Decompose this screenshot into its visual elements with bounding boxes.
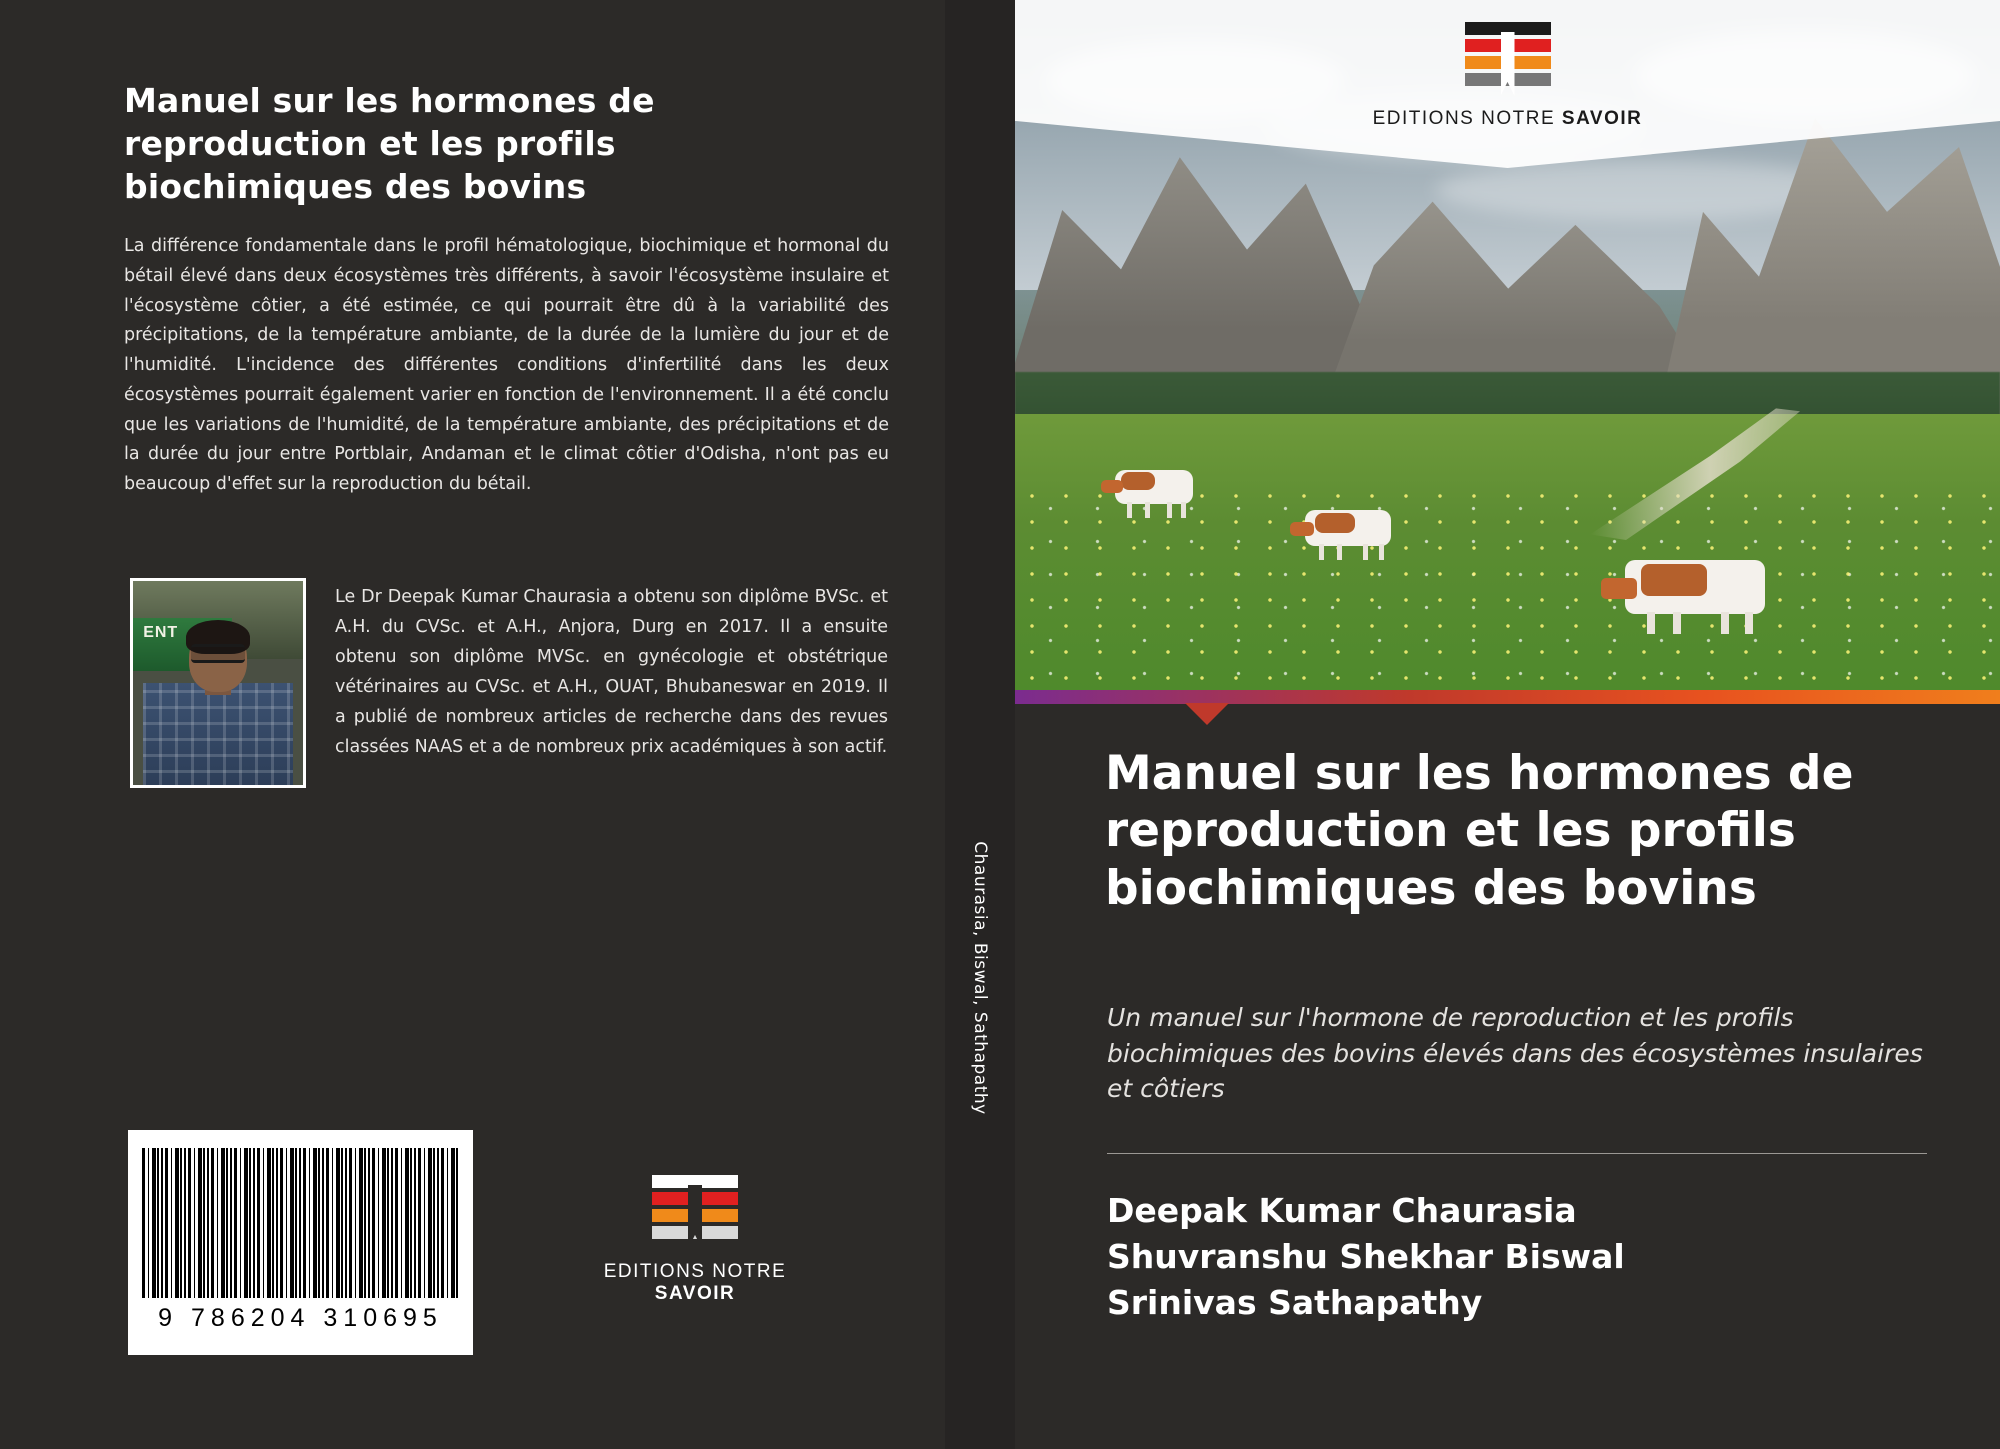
color-stripe (1015, 690, 2000, 704)
cover-photograph (1015, 0, 2000, 690)
barcode-bars (142, 1148, 459, 1298)
front-cover-title: Manuel sur les hormones de reproduction et les profils biochimiques des bovins (1105, 746, 1854, 916)
book-spine (945, 0, 1015, 1449)
publisher-name-regular: EDITIONS NOTRE (1372, 108, 1556, 129)
front-cover (1015, 0, 2000, 1449)
stripe-notch (1185, 703, 1229, 725)
back-publisher-logo (580, 1175, 810, 1305)
photo-sign-label: ENT (143, 623, 179, 641)
barcode (128, 1130, 473, 1355)
glasses-icon (191, 644, 245, 663)
cow (1305, 510, 1391, 546)
author-name: Deepak Kumar Chaurasia (1107, 1191, 1577, 1230)
front-cover-subtitle: Un manuel sur l'hormone de reproduction et les profils biochimiques des bovins élevés dans des écosystèmes insulaires et côtiers (1107, 1003, 1923, 1103)
publisher-name-bold: SAVOIR (654, 1283, 736, 1304)
publisher-name (580, 1261, 810, 1305)
back-cover-abstract: La différence fondamentale dans le profil hématologique, biochimique et hormonal du bétail élevé dans deux écosystèmes très différents, à savoir l'écosystème insulaire et l'écosystème côtier, a été estimée, ce qui pourrait être dû à la variabilité des précipitations, de la température ambiante, de la durée de la lumière du jour et de l'humidité. L'incidence des différentes conditions d'infertilité dans les deux écosystèmes pourrait également varier en fonction de l'environnement. Il a été conclu que les variations de l'humidité, de la température ambiante, des précipitations et de la durée du jour entre Portblair, Andaman et le climat côtier d'Odisha, n'ont pas eu beaucoup d'effet sur la reproduction du bétail. (124, 236, 889, 494)
book-logo-icon (1465, 22, 1551, 96)
back-cover-title: Manuel sur les hormones de reproduction et les profils biochimiques des bovins (124, 81, 655, 206)
cow (1625, 560, 1765, 614)
book-logo-icon (652, 1175, 738, 1249)
meadow-flowers (1015, 483, 2000, 690)
divider (1107, 1153, 1927, 1154)
spine-authors: Chaurasia, Biswal, Sathapathy (970, 841, 990, 1115)
author-photo (130, 578, 306, 788)
author-name: Srinivas Sathapathy (1107, 1283, 1483, 1323)
back-cover (0, 0, 985, 1449)
barcode-number: 9 786204 310695 (158, 1304, 443, 1332)
author-biography: Le Dr Deepak Kumar Chaurasia a obtenu son diplôme BVSc. et A.H. du CVSc. et A.H., Anjora, Durg en 2017. Il a ensuite obtenu son diplôme MVSc. en gynécologie et obstétrique vétérinaires au CVSc. et A.H., OUAT, Bhubaneswar en 2019. Il a publié de nombreux articles de recherche dans des revues classées NAAS et a de nombreux prix académiques à son actif. (335, 587, 888, 758)
cow (1115, 470, 1193, 504)
front-publisher-logo (1015, 22, 2000, 130)
publisher-name-regular: EDITIONS NOTRE (603, 1261, 787, 1282)
photo-shirt (143, 683, 293, 788)
front-cover-authors (1107, 1188, 1937, 1327)
publisher-name (1015, 108, 2000, 130)
publisher-name-bold: SAVOIR (1561, 108, 1643, 129)
author-name: Shuvranshu Shekhar Biswal (1107, 1237, 1625, 1277)
